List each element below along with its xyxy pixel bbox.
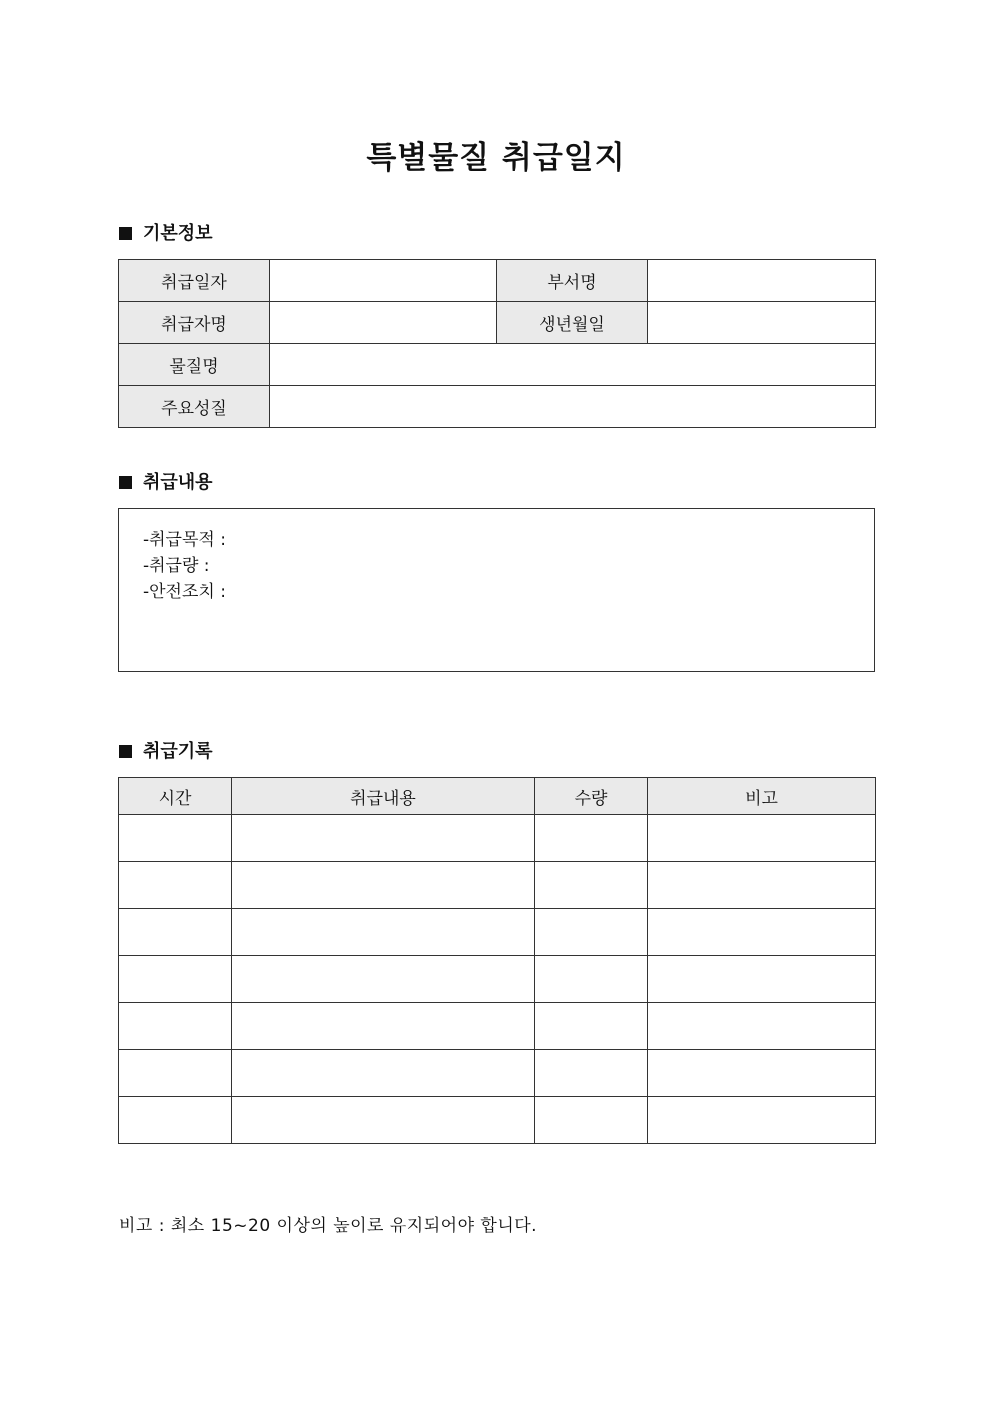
column-header-remarks: 비고 <box>648 778 876 815</box>
quantity-cell[interactable] <box>535 1097 648 1144</box>
footnote: 비고 : 최소 15~20 이상의 높이로 유지되어야 합니다. <box>119 1216 538 1236</box>
table-row <box>119 1097 876 1144</box>
time-cell[interactable] <box>119 1097 232 1144</box>
main-properties-field[interactable] <box>270 386 876 428</box>
table-row <box>119 260 876 302</box>
remarks-cell[interactable] <box>648 1003 876 1050</box>
section-heading-handling-record <box>119 740 213 764</box>
handling-date-field[interactable] <box>270 260 497 302</box>
table-row <box>119 862 876 909</box>
handler-name-field[interactable] <box>270 302 497 344</box>
department-label: 부서명 <box>497 260 648 302</box>
table-row <box>119 1050 876 1097</box>
remarks-cell[interactable] <box>648 1050 876 1097</box>
remarks-cell[interactable] <box>648 815 876 862</box>
section-heading-label: 기본정보 <box>143 223 213 244</box>
handling-content-box[interactable] <box>118 508 875 672</box>
content-cell[interactable] <box>232 815 535 862</box>
time-cell[interactable] <box>119 909 232 956</box>
quantity-cell[interactable] <box>535 1050 648 1097</box>
quantity-cell[interactable] <box>535 1003 648 1050</box>
quantity-cell[interactable] <box>535 815 648 862</box>
section-heading-handling-content <box>119 471 213 495</box>
time-cell[interactable] <box>119 862 232 909</box>
department-field[interactable] <box>648 260 876 302</box>
content-cell[interactable] <box>232 1003 535 1050</box>
quantity-cell[interactable] <box>535 862 648 909</box>
square-bullet-icon <box>119 227 132 240</box>
content-cell[interactable] <box>232 956 535 1003</box>
content-cell[interactable] <box>232 909 535 956</box>
table-row <box>119 956 876 1003</box>
remarks-cell[interactable] <box>648 956 876 1003</box>
handler-name-label: 취급자명 <box>119 302 270 344</box>
time-cell[interactable] <box>119 956 232 1003</box>
table-row <box>119 815 876 862</box>
birthdate-label: 생년월일 <box>497 302 648 344</box>
table-row <box>119 1003 876 1050</box>
content-cell[interactable] <box>232 862 535 909</box>
table-row <box>119 302 876 344</box>
purpose-line: -취급목적 : <box>143 530 226 550</box>
section-heading-basic-info <box>119 222 213 246</box>
remarks-cell[interactable] <box>648 1097 876 1144</box>
column-header-content: 취급내용 <box>232 778 535 815</box>
table-header-row <box>119 778 876 815</box>
basic-info-table <box>118 259 876 428</box>
amount-line: -취급량 : <box>143 556 210 576</box>
column-header-time: 시간 <box>119 778 232 815</box>
time-cell[interactable] <box>119 1003 232 1050</box>
time-cell[interactable] <box>119 815 232 862</box>
table-row <box>119 909 876 956</box>
square-bullet-icon <box>119 476 132 489</box>
safety-measures-line: -안전조치 : <box>143 582 226 602</box>
time-cell[interactable] <box>119 1050 232 1097</box>
main-properties-label: 주요성질 <box>119 386 270 428</box>
table-row <box>119 386 876 428</box>
document-title: 특별물질 취급일지 <box>366 140 626 176</box>
birthdate-field[interactable] <box>648 302 876 344</box>
handling-record-table <box>118 777 876 1144</box>
section-heading-label: 취급내용 <box>143 472 213 493</box>
section-heading-label: 취급기록 <box>143 741 213 762</box>
quantity-cell[interactable] <box>535 956 648 1003</box>
quantity-cell[interactable] <box>535 909 648 956</box>
content-cell[interactable] <box>232 1050 535 1097</box>
column-header-quantity: 수량 <box>535 778 648 815</box>
substance-name-field[interactable] <box>270 344 876 386</box>
remarks-cell[interactable] <box>648 909 876 956</box>
square-bullet-icon <box>119 745 132 758</box>
content-cell[interactable] <box>232 1097 535 1144</box>
handling-date-label: 취급일자 <box>119 260 270 302</box>
table-row <box>119 344 876 386</box>
substance-name-label: 물질명 <box>119 344 270 386</box>
remarks-cell[interactable] <box>648 862 876 909</box>
